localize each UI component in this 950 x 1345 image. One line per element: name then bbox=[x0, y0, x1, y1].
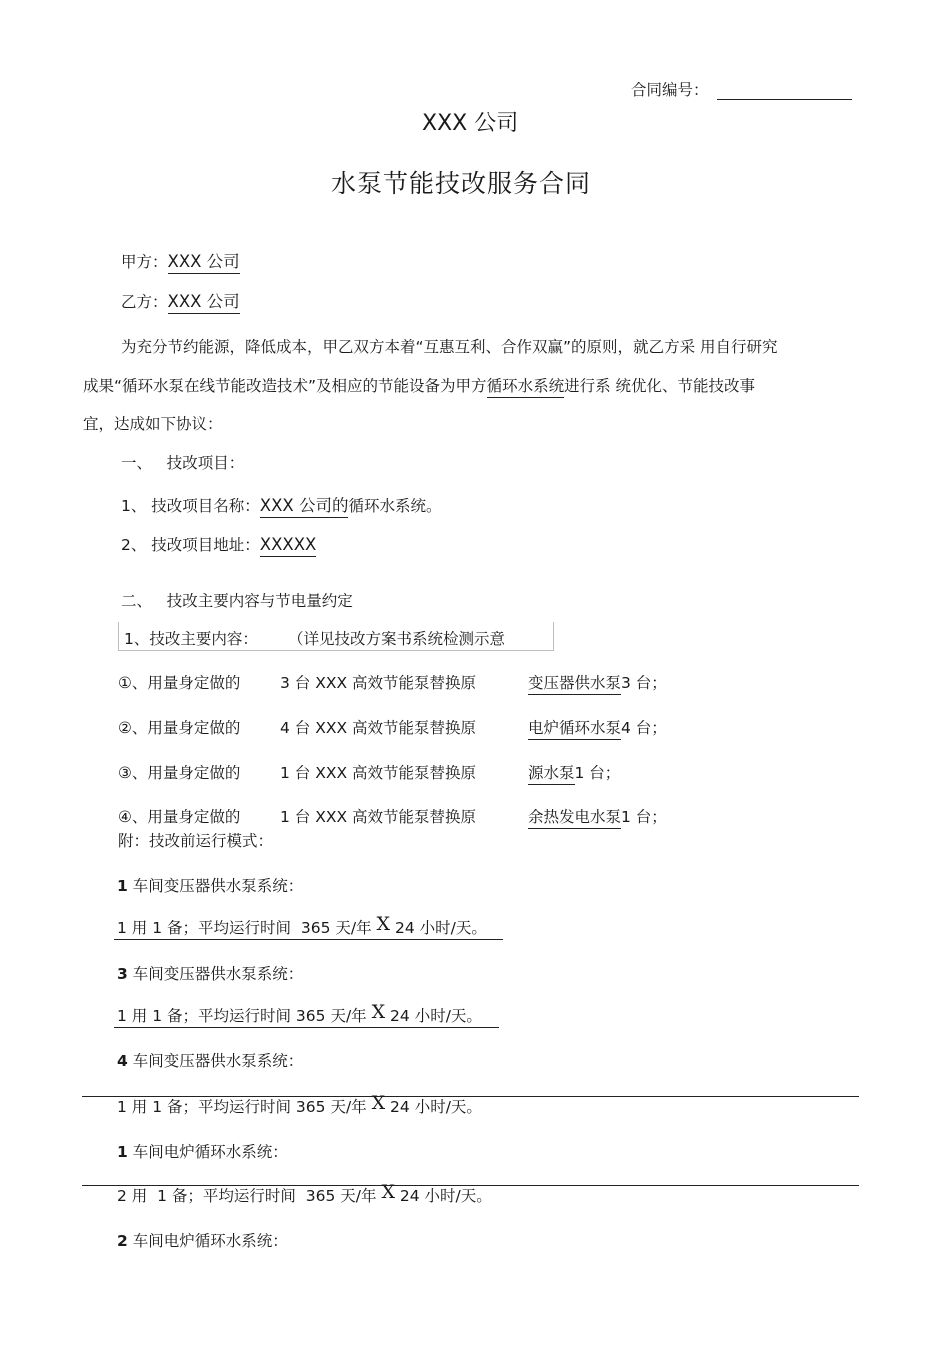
replacement-item-2-middle: 4 台 XXX 高效节能泵替换原 bbox=[280, 719, 476, 737]
contract-number-label: 合同编号： bbox=[631, 81, 709, 99]
mode-4-title-text: 车间电炉循环水系统： bbox=[127, 1143, 288, 1161]
replacement-item-1 bbox=[528, 671, 667, 693]
contract-number-field[interactable] bbox=[631, 78, 852, 100]
mode-4-schedule-post: 24 小时/天。 bbox=[394, 1187, 492, 1205]
project-address-value: XXXXX bbox=[260, 535, 317, 557]
intro-line-2-pre: 成果“循环水泵在线节能改造技术”及相应的节能设备为甲方 bbox=[83, 377, 487, 395]
company-title: XXX 公司 bbox=[422, 111, 519, 136]
intro-line-3: 宜，达成如下协议： bbox=[83, 415, 223, 433]
mode-4-schedule bbox=[117, 1181, 492, 1206]
mode-3-title-text: 车间变压器供水泵系统： bbox=[127, 1052, 304, 1070]
mode-3-title-number: 4 bbox=[117, 1052, 128, 1070]
mode-4-times-symbol: X bbox=[381, 1181, 395, 1203]
replacement-item-4-middle: 1 台 XXX 高效节能泵替换原 bbox=[280, 808, 476, 826]
mode-3-title bbox=[117, 1049, 303, 1071]
replacement-item-4-suffix: 1 台； bbox=[621, 808, 667, 826]
mode-4-schedule-pre: 2 用 1 备；平均运行时间 365 天/年 bbox=[117, 1187, 382, 1205]
party-b-label: 乙方： bbox=[121, 293, 168, 311]
contract-number-blank[interactable] bbox=[717, 85, 852, 100]
mode-2-schedule bbox=[117, 1001, 482, 1026]
intro-line-2-post: 进行系 统优化、节能技改事 bbox=[564, 377, 756, 395]
project-name bbox=[121, 492, 441, 516]
mode-4-title-number: 1 bbox=[117, 1143, 128, 1161]
replacement-item-2 bbox=[528, 716, 667, 738]
party-a bbox=[121, 248, 240, 272]
mode-1-schedule-post: 24 小时/天。 bbox=[390, 919, 487, 937]
mode-1-schedule bbox=[117, 913, 487, 938]
replacement-item-3-target: 源水泵 bbox=[528, 764, 575, 785]
mode-1-schedule-pre: 1 用 1 备；平均运行时间 365 天/年 bbox=[117, 919, 377, 937]
content-label: 1、技改主要内容： bbox=[124, 630, 258, 648]
section-1-heading: 一、 技改项目： bbox=[121, 454, 245, 472]
replacement-item-1-target: 变压器供水泵 bbox=[528, 674, 621, 695]
replacement-item-2-suffix: 4 台； bbox=[621, 719, 667, 737]
intro-line-1: 为充分节约能源，降低成本，甲乙双方本着“互惠互利、合作双赢”的原则，就乙方采 用自行研究 bbox=[121, 338, 778, 356]
mode-1-title-number: 1 bbox=[117, 877, 128, 895]
replacement-item-3-middle: 1 台 XXX 高效节能泵替换原 bbox=[280, 764, 476, 782]
replacement-item-3-suffix: 1 台； bbox=[574, 764, 621, 782]
replacement-item-1-middle: 3 台 XXX 高效节能泵替换原 bbox=[280, 674, 476, 692]
mode-1-title-text: 车间变压器供水泵系统： bbox=[127, 877, 304, 895]
mode-4-title bbox=[117, 1140, 288, 1162]
project-name-post: 循环水系统。 bbox=[348, 497, 442, 515]
project-address-label: 2、 技改项目地址： bbox=[121, 536, 260, 554]
mode-1-times-symbol: X bbox=[376, 913, 391, 935]
mode-1-rule bbox=[114, 939, 503, 940]
appendix-label: 附：技改前运行模式： bbox=[118, 832, 274, 850]
replacement-item-2-target: 电炉循环水泵 bbox=[528, 719, 621, 740]
party-b bbox=[121, 288, 240, 312]
mode-3-schedule bbox=[117, 1092, 482, 1117]
replacement-item-2-prefix: ②、用量身定做的 bbox=[118, 719, 241, 737]
party-a-label: 甲方： bbox=[121, 253, 168, 271]
replacement-item-3 bbox=[528, 761, 620, 783]
document-title: 水泵节能技改服务合同 bbox=[331, 169, 592, 198]
intro-line-2 bbox=[83, 374, 755, 396]
intro-line-2-underlined: 循环水系统 bbox=[487, 377, 565, 398]
mode-2-title-number: 3 bbox=[117, 965, 128, 983]
replacement-item-1-suffix: 3 台； bbox=[621, 674, 667, 692]
mode-3-schedule-pre: 1 用 1 备；平均运行时间 365 天/年 bbox=[117, 1098, 372, 1116]
replacement-item-4 bbox=[528, 805, 667, 827]
replacement-item-3-prefix: ③、用量身定做的 bbox=[118, 764, 241, 782]
project-name-value: XXX 公司的 bbox=[260, 496, 349, 518]
replacement-item-1-prefix: ①、用量身定做的 bbox=[118, 674, 241, 692]
content-note: （详见技改方案书系统检测示意 bbox=[288, 630, 506, 648]
mode-2-title-text: 车间变压器供水泵系统： bbox=[127, 965, 304, 983]
mode-2-schedule-post: 24 小时/天。 bbox=[385, 1007, 482, 1025]
mode-5-title-text: 车间电炉循环水系统： bbox=[127, 1232, 288, 1250]
party-a-value: XXX 公司 bbox=[168, 252, 240, 274]
party-b-value: XXX 公司 bbox=[168, 292, 240, 314]
project-address bbox=[121, 533, 316, 555]
mode-5-title bbox=[117, 1229, 288, 1251]
mode-2-rule bbox=[114, 1027, 499, 1028]
mode-1-title bbox=[117, 874, 303, 896]
mode-3-schedule-post: 24 小时/天。 bbox=[385, 1098, 482, 1116]
replacement-item-4-prefix: ④、用量身定做的 bbox=[118, 808, 241, 826]
mode-3-times-symbol: X bbox=[371, 1092, 386, 1114]
mode-2-schedule-pre: 1 用 1 备；平均运行时间 365 天/年 bbox=[117, 1007, 372, 1025]
mode-5-title-number: 2 bbox=[117, 1232, 128, 1250]
section-2-heading: 二、 技改主要内容与节电量约定 bbox=[121, 592, 353, 610]
mode-2-times-symbol: X bbox=[371, 1001, 386, 1023]
project-name-label: 1、 技改项目名称： bbox=[121, 497, 260, 515]
replacement-item-4-target: 余热发电水泵 bbox=[528, 808, 621, 829]
mode-2-title bbox=[117, 962, 303, 984]
